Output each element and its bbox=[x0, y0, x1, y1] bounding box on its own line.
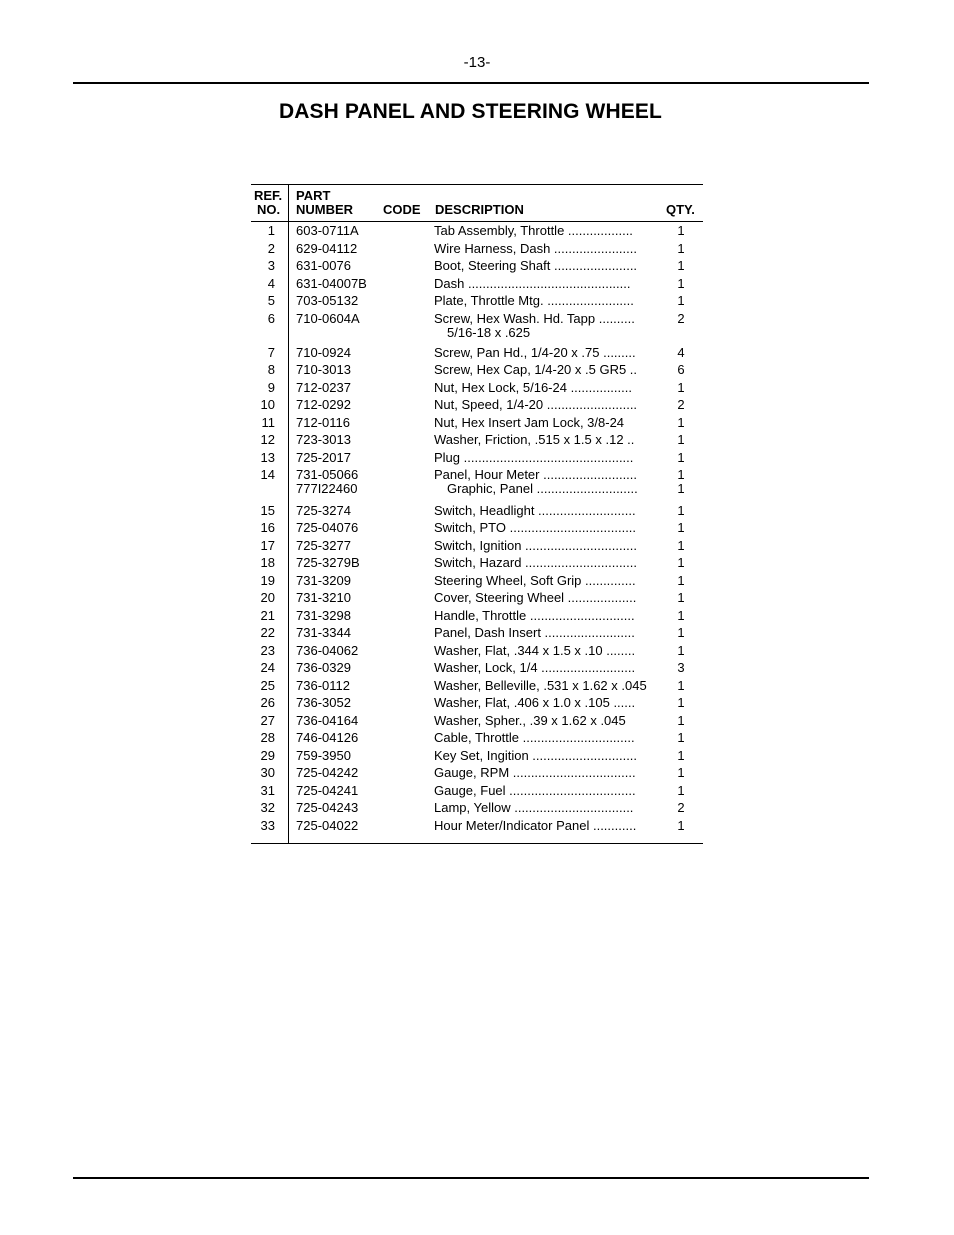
ref-number: 5 bbox=[267, 293, 275, 308]
description: Switch, Hazard ............................... bbox=[434, 556, 637, 570]
quantity: 1 bbox=[677, 275, 685, 291]
description: Plate, Throttle Mtg. ........................ bbox=[434, 294, 634, 308]
description: Gauge, Fuel ................................... bbox=[434, 783, 636, 798]
quantity: 1 bbox=[677, 379, 685, 395]
ref-number: 1 bbox=[267, 223, 275, 238]
description: Boot, Steering Shaft ....................... bbox=[434, 259, 638, 273]
top-rule bbox=[73, 82, 869, 84]
part-number: 710-0924 bbox=[296, 344, 351, 360]
description: Washer, Spher., .39 x 1.62 x .045 bbox=[434, 713, 626, 728]
part-number: 736-3052 bbox=[296, 695, 351, 710]
description: Washer, Flat, .344 x 1.5 x .10 ........ bbox=[434, 643, 636, 658]
description: Cable, Throttle ............................... bbox=[434, 731, 635, 745]
part-number: 712-0237 bbox=[296, 379, 351, 395]
part-number: 725-04243 bbox=[296, 800, 359, 815]
ref-number: 29 bbox=[260, 747, 275, 763]
quantity: 1 bbox=[677, 730, 685, 745]
part-number: 731-3210 bbox=[296, 590, 351, 605]
ref-number: 4 bbox=[267, 275, 275, 291]
description: Panel, Hour Meter .......................... bbox=[434, 468, 638, 482]
part-number: 629-04112 bbox=[296, 240, 358, 256]
quantity: 1 bbox=[677, 625, 685, 640]
description: Cover, Steering Wheel ................... bbox=[434, 591, 637, 605]
part-number: 603-0711A bbox=[296, 223, 359, 238]
ref-number: 27 bbox=[260, 712, 275, 728]
part-number: 723-3013 bbox=[296, 432, 351, 447]
part-number: 725-3277 bbox=[296, 537, 351, 553]
part-number: 725-04076 bbox=[296, 520, 359, 535]
header-ref-line2: NO. bbox=[257, 202, 281, 217]
description: Nut, Speed, 1/4-20 ......................... bbox=[434, 398, 638, 412]
quantity: 6 bbox=[677, 362, 685, 377]
ref-number: 24 bbox=[260, 660, 275, 675]
description: Switch, Ignition ............................... bbox=[434, 538, 638, 553]
description: Wire Harness, Dash ....................... bbox=[434, 241, 637, 256]
quantity: 1 bbox=[677, 432, 685, 447]
part-number-secondary: 777I22460 bbox=[296, 481, 358, 496]
description: Nut, Hex Lock, 5/16-24 ................. bbox=[434, 380, 632, 395]
part-number: 725-04022 bbox=[296, 817, 359, 833]
header-code: CODE bbox=[383, 202, 421, 217]
description: Screw, Hex Wash. Hd. Tapp .......... bbox=[434, 311, 635, 326]
description: Tab Assembly, Throttle .................. bbox=[434, 224, 633, 238]
ref-number: 11 bbox=[261, 414, 275, 430]
ref-number: 13 bbox=[260, 449, 275, 465]
ref-number: 28 bbox=[260, 730, 275, 745]
quantity: 1 bbox=[677, 258, 685, 273]
ref-number: 3 bbox=[267, 258, 275, 273]
page-number: -13- bbox=[463, 54, 491, 71]
part-number: 703-05132 bbox=[296, 293, 359, 308]
quantity: 1 bbox=[677, 765, 685, 780]
ref-number: 10 bbox=[260, 397, 275, 412]
header-part-line2: NUMBER bbox=[296, 202, 354, 217]
quantity: 1 bbox=[677, 695, 685, 710]
description: Plug ............................................... bbox=[434, 450, 634, 465]
ref-number: 19 bbox=[260, 572, 275, 588]
part-number: 736-04164 bbox=[296, 712, 359, 728]
description: Lamp, Yellow ................................. bbox=[434, 801, 634, 815]
part-number: 712-0292 bbox=[296, 397, 351, 412]
quantity: 1 bbox=[677, 555, 685, 570]
ref-number: 14 bbox=[260, 467, 275, 482]
quantity: 2 bbox=[677, 800, 685, 815]
quantity-secondary: 1 bbox=[677, 481, 685, 496]
part-number: 631-04007B bbox=[296, 275, 367, 291]
ref-number: 9 bbox=[267, 379, 275, 395]
quantity: 1 bbox=[677, 677, 685, 693]
description: Screw, Hex Cap, 1/4-20 x .5 GR5 .. bbox=[434, 363, 638, 377]
quantity: 1 bbox=[677, 607, 685, 623]
header-ref-line1: REF. bbox=[254, 188, 283, 203]
quantity: 1 bbox=[677, 590, 685, 605]
ref-number: 7 bbox=[267, 344, 275, 360]
quantity: 1 bbox=[677, 502, 685, 518]
ref-number: 12 bbox=[260, 432, 275, 447]
part-number: 710-3013 bbox=[296, 362, 351, 377]
quantity: 1 bbox=[677, 240, 685, 256]
description: Washer, Lock, 1/4 .......................... bbox=[434, 661, 636, 675]
description-continued: 5/16-18 x .625 bbox=[447, 325, 531, 340]
part-number: 725-04242 bbox=[296, 765, 359, 780]
part-number: 736-04062 bbox=[296, 642, 359, 658]
part-number: 725-3274 bbox=[296, 502, 351, 518]
quantity: 1 bbox=[677, 467, 685, 482]
description: Dash ............................................. bbox=[434, 276, 631, 291]
description: Steering Wheel, Soft Grip .............. bbox=[434, 573, 636, 588]
ref-number: 25 bbox=[260, 677, 275, 693]
column-divider bbox=[288, 185, 289, 843]
ref-number: 33 bbox=[260, 817, 275, 833]
ref-number: 22 bbox=[260, 625, 275, 640]
part-number: 725-3279B bbox=[296, 555, 360, 570]
quantity: 2 bbox=[677, 310, 685, 326]
quantity: 1 bbox=[677, 520, 685, 535]
part-number: 736-0112 bbox=[296, 677, 350, 693]
quantity: 1 bbox=[677, 223, 685, 238]
header-description: DESCRIPTION bbox=[435, 202, 524, 217]
header-qty: QTY. bbox=[666, 202, 695, 217]
parts-table bbox=[251, 184, 703, 844]
description: Washer, Friction, .515 x 1.5 x .12 .. bbox=[434, 433, 635, 447]
ref-number: 16 bbox=[260, 520, 275, 535]
quantity: 1 bbox=[677, 747, 685, 763]
part-number: 736-0329 bbox=[296, 660, 351, 675]
description: Screw, Pan Hd., 1/4-20 x .75 ......... bbox=[434, 345, 636, 360]
part-number: 731-3298 bbox=[296, 607, 351, 623]
ref-number: 31 bbox=[260, 782, 275, 798]
quantity: 2 bbox=[677, 397, 685, 412]
ref-number: 17 bbox=[260, 537, 275, 553]
ref-number: 6 bbox=[267, 310, 275, 326]
description: Washer, Flat, .406 x 1.0 x .105 ...... bbox=[434, 696, 636, 710]
ref-number: 21 bbox=[260, 607, 275, 623]
part-number: 731-3344 bbox=[296, 625, 351, 640]
part-number: 759-3950 bbox=[296, 747, 351, 763]
description: Nut, Hex Insert Jam Lock, 3/8-24 bbox=[434, 415, 625, 430]
description: Hour Meter/Indicator Panel ............ bbox=[434, 818, 637, 833]
description: Switch, Headlight ........................... bbox=[434, 503, 636, 518]
part-number: 746-04126 bbox=[296, 730, 359, 745]
part-number: 725-04241 bbox=[296, 782, 359, 798]
header-part-line1: PART bbox=[296, 188, 331, 203]
ref-number: 15 bbox=[260, 502, 275, 518]
description: Panel, Dash Insert ......................... bbox=[434, 626, 635, 640]
bottom-rule bbox=[73, 1177, 869, 1179]
ref-number: 8 bbox=[267, 362, 275, 377]
quantity: 4 bbox=[677, 344, 685, 360]
part-number: 631-0076 bbox=[296, 258, 351, 273]
table-header bbox=[251, 185, 703, 222]
quantity: 1 bbox=[677, 712, 685, 728]
ref-number: 23 bbox=[260, 642, 275, 658]
ref-number: 32 bbox=[260, 800, 275, 815]
description: Handle, Throttle ............................. bbox=[434, 608, 635, 623]
description: Switch, PTO ................................... bbox=[434, 521, 637, 535]
quantity: 1 bbox=[677, 642, 685, 658]
part-number: 731-3209 bbox=[296, 572, 351, 588]
part-number: 710-0604A bbox=[296, 310, 360, 326]
quantity: 1 bbox=[677, 537, 685, 553]
quantity: 1 bbox=[677, 817, 685, 833]
ref-number: 18 bbox=[260, 555, 275, 570]
page-title: DASH PANEL AND STEERING WHEEL bbox=[279, 100, 662, 123]
part-number: 725-2017 bbox=[296, 449, 351, 465]
quantity: 1 bbox=[677, 782, 685, 798]
description-continued: Graphic, Panel ............................ bbox=[447, 482, 638, 496]
description: Gauge, RPM .................................. bbox=[434, 766, 636, 780]
ref-number: 2 bbox=[267, 240, 275, 256]
ref-number: 30 bbox=[260, 765, 275, 780]
quantity: 1 bbox=[677, 293, 685, 308]
ref-number: 26 bbox=[260, 695, 275, 710]
quantity: 3 bbox=[677, 660, 685, 675]
description: Washer, Belleville, .531 x 1.62 x .045 bbox=[434, 678, 647, 693]
part-number: 712-0116 bbox=[296, 414, 350, 430]
quantity: 1 bbox=[677, 572, 685, 588]
quantity: 1 bbox=[677, 414, 685, 430]
quantity: 1 bbox=[677, 449, 685, 465]
part-number: 731-05066 bbox=[296, 467, 359, 482]
description: Key Set, Ingition ............................. bbox=[434, 748, 638, 763]
ref-number: 20 bbox=[260, 590, 275, 605]
